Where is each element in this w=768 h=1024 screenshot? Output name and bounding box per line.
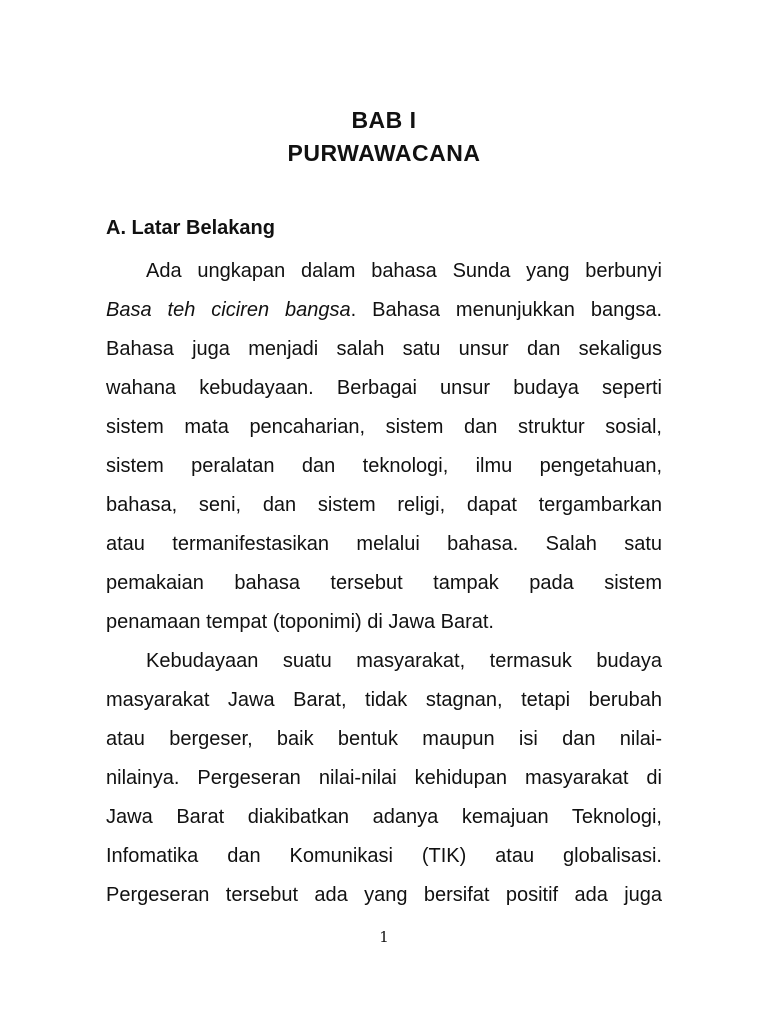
paragraph-2-line-7: Pergeseran tersebut ada yang bersifat positif ada juga	[106, 884, 662, 906]
paragraph-2-line-3: atau bergeser, baik bentuk maupun isi dan nilai-	[106, 728, 662, 750]
paragraph-1-line-8: atau termanifestasikan melalui bahasa. Salah satu	[106, 533, 662, 555]
chapter-number: BAB I	[351, 107, 417, 133]
paragraph-2-line-6: Infomatika dan Komunikasi (TIK) atau globalisasi.	[106, 845, 662, 867]
section-heading: A. Latar Belakang	[106, 217, 275, 239]
paragraph-2-line-1: Kebudayaan suatu masyarakat, termasuk budaya	[146, 650, 662, 672]
paragraph-1-line-6: sistem peralatan dan teknologi, ilmu pengetahuan,	[106, 455, 662, 477]
paragraph-1-line-2	[106, 297, 662, 323]
paragraph-2-line-4: nilainya. Pergeseran nilai-nilai kehidupan masyarakat di	[106, 767, 662, 789]
paragraph-1-line-2-rest: . Bahasa menunjukkan bangsa.	[350, 299, 662, 321]
italic-phrase: Basa teh ciciren bangsa	[106, 299, 351, 321]
page-number: 1	[379, 928, 389, 946]
paragraph-1-line-5: sistem mata pencaharian, sistem dan struktur sosial,	[106, 416, 662, 438]
chapter-title: PURWAWACANA	[287, 140, 481, 166]
paragraph-1-line-3: Bahasa juga menjadi salah satu unsur dan sekaligus	[106, 338, 662, 360]
paragraph-1-line-9: pemakaian bahasa tersebut tampak pada sistem	[106, 572, 662, 594]
paragraph-1-line-1: Ada ungkapan dalam bahasa Sunda yang berbunyi	[146, 260, 662, 282]
paragraph-1-line-10: penamaan tempat (toponimi) di Jawa Barat.	[106, 611, 494, 633]
paragraph-1-line-7: bahasa, seni, dan sistem religi, dapat tergambarkan	[106, 494, 662, 516]
paragraph-2-line-2: masyarakat Jawa Barat, tidak stagnan, tetapi berubah	[106, 689, 662, 711]
paragraph-1-line-4: wahana kebudayaan. Berbagai unsur budaya seperti	[106, 377, 662, 399]
paragraph-2-line-5: Jawa Barat diakibatkan adanya kemajuan Teknologi,	[106, 806, 662, 828]
